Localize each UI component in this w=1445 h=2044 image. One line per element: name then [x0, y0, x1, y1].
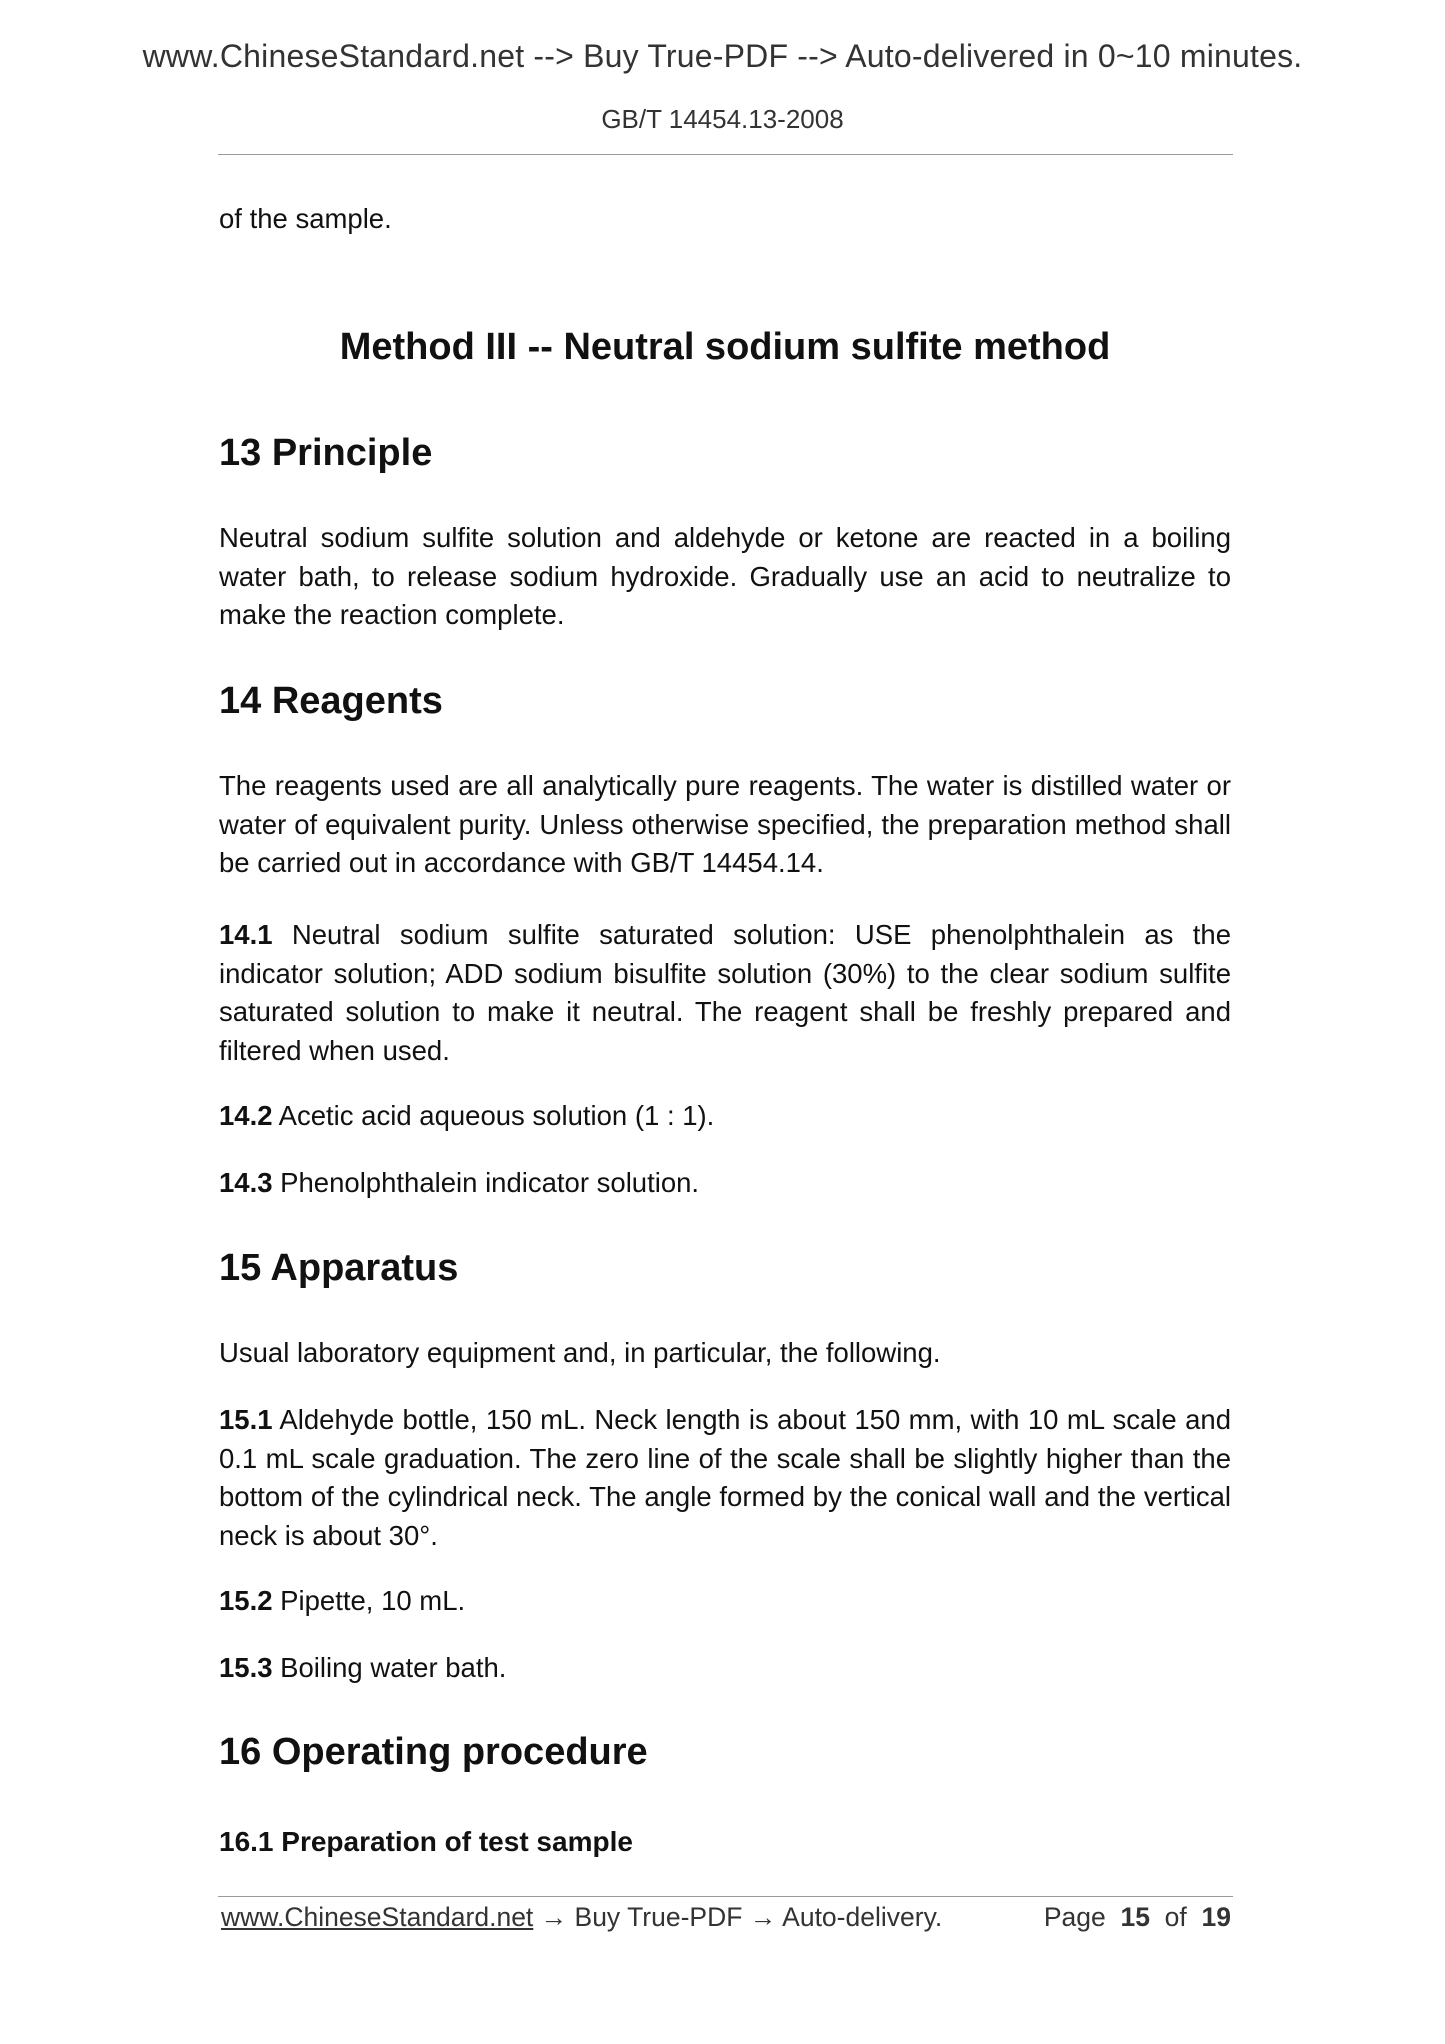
section-16-heading: 16 Operating procedure: [219, 1731, 648, 1773]
page-number: 15: [1120, 1902, 1150, 1932]
page-footer: [221, 1902, 1231, 1942]
clause-text: Neutral sodium sulfite saturated solution: USE phenolphthalein as the indicator solution; ADD sodium bisulfite solution (30%) to the clear sodium sulfite saturated solution to make it neutral. The reagent shall be freshly prepared and filtered when used.: [219, 919, 1231, 1066]
page-indicator: [1044, 1902, 1231, 1933]
clause-14-2: [219, 1097, 1231, 1136]
clause-text: Acetic acid aqueous solution (1 : 1).: [272, 1100, 715, 1131]
footer-left: [221, 1902, 942, 1933]
clause-text: Pipette, 10 mL.: [272, 1585, 466, 1616]
section-14-text: The reagents used are all analytically pure reagents. The water is distilled water or water of equivalent purity. Unless otherwise specified, the preparation method shall be carried out in accordance with GB/T 14454.14.: [219, 770, 1231, 878]
clause-text: Phenolphthalein indicator solution.: [272, 1167, 700, 1198]
clause-number: 15.2: [219, 1585, 273, 1616]
clause-text: Aldehyde bottle, 150 mL. Neck length is about 150 mm, with 10 mL scale and 0.1 mL scale graduation. The zero line of the scale shall be slightly higher than the bottom of the cylindrical neck. The angle formed by the conical wall and the vertical neck is about 30°.: [219, 1404, 1231, 1551]
section-13-heading: 13 Principle: [219, 432, 433, 474]
carryover-text: of the sample.: [219, 203, 392, 234]
clause-number: 14.3: [219, 1167, 273, 1198]
footer-site-link[interactable]: www.ChineseStandard.net: [221, 1902, 534, 1932]
site-banner: www.ChineseStandard.net --> Buy True-PDF --> Auto-delivered in 0~10 minutes.: [142, 38, 1303, 74]
of-label: of: [1164, 1902, 1187, 1932]
clause-14-1: [219, 916, 1231, 1070]
standard-code: GB/T 14454.13-2008: [601, 104, 844, 134]
clause-15-2: [219, 1582, 1231, 1621]
clause-15-1: [219, 1401, 1231, 1555]
clause-15-3: [219, 1649, 1231, 1688]
clause-number: 15.3: [219, 1652, 273, 1683]
clause-number: 14.1: [219, 919, 273, 950]
footer-tagline: → Buy True-PDF → Auto-delivery.: [533, 1902, 943, 1932]
clause-number: 14.2: [219, 1100, 273, 1131]
total-pages: 19: [1201, 1902, 1231, 1932]
header-divider: [218, 154, 1233, 155]
clause-number: 15.1: [219, 1404, 273, 1435]
section-16-1-subheading: 16.1 Preparation of test sample: [219, 1826, 633, 1857]
section-15-heading: 15 Apparatus: [219, 1247, 459, 1289]
section-14-heading: 14 Reagents: [219, 680, 443, 722]
clause-14-3: [219, 1164, 1231, 1203]
page-label: Page: [1043, 1902, 1106, 1932]
section-13-text: Neutral sodium sulfite solution and aldehyde or ketone are reacted in a boiling water bath, to release sodium hydroxide. Gradually use an acid to neutralize to make the reaction complete.: [219, 522, 1231, 630]
footer-divider: [218, 1896, 1233, 1897]
clause-text: Boiling water bath.: [272, 1652, 507, 1683]
method-title: Method III -- Neutral sodium sulfite method: [339, 326, 1111, 368]
section-15-text: Usual laboratory equipment and, in particular, the following.: [219, 1337, 941, 1368]
